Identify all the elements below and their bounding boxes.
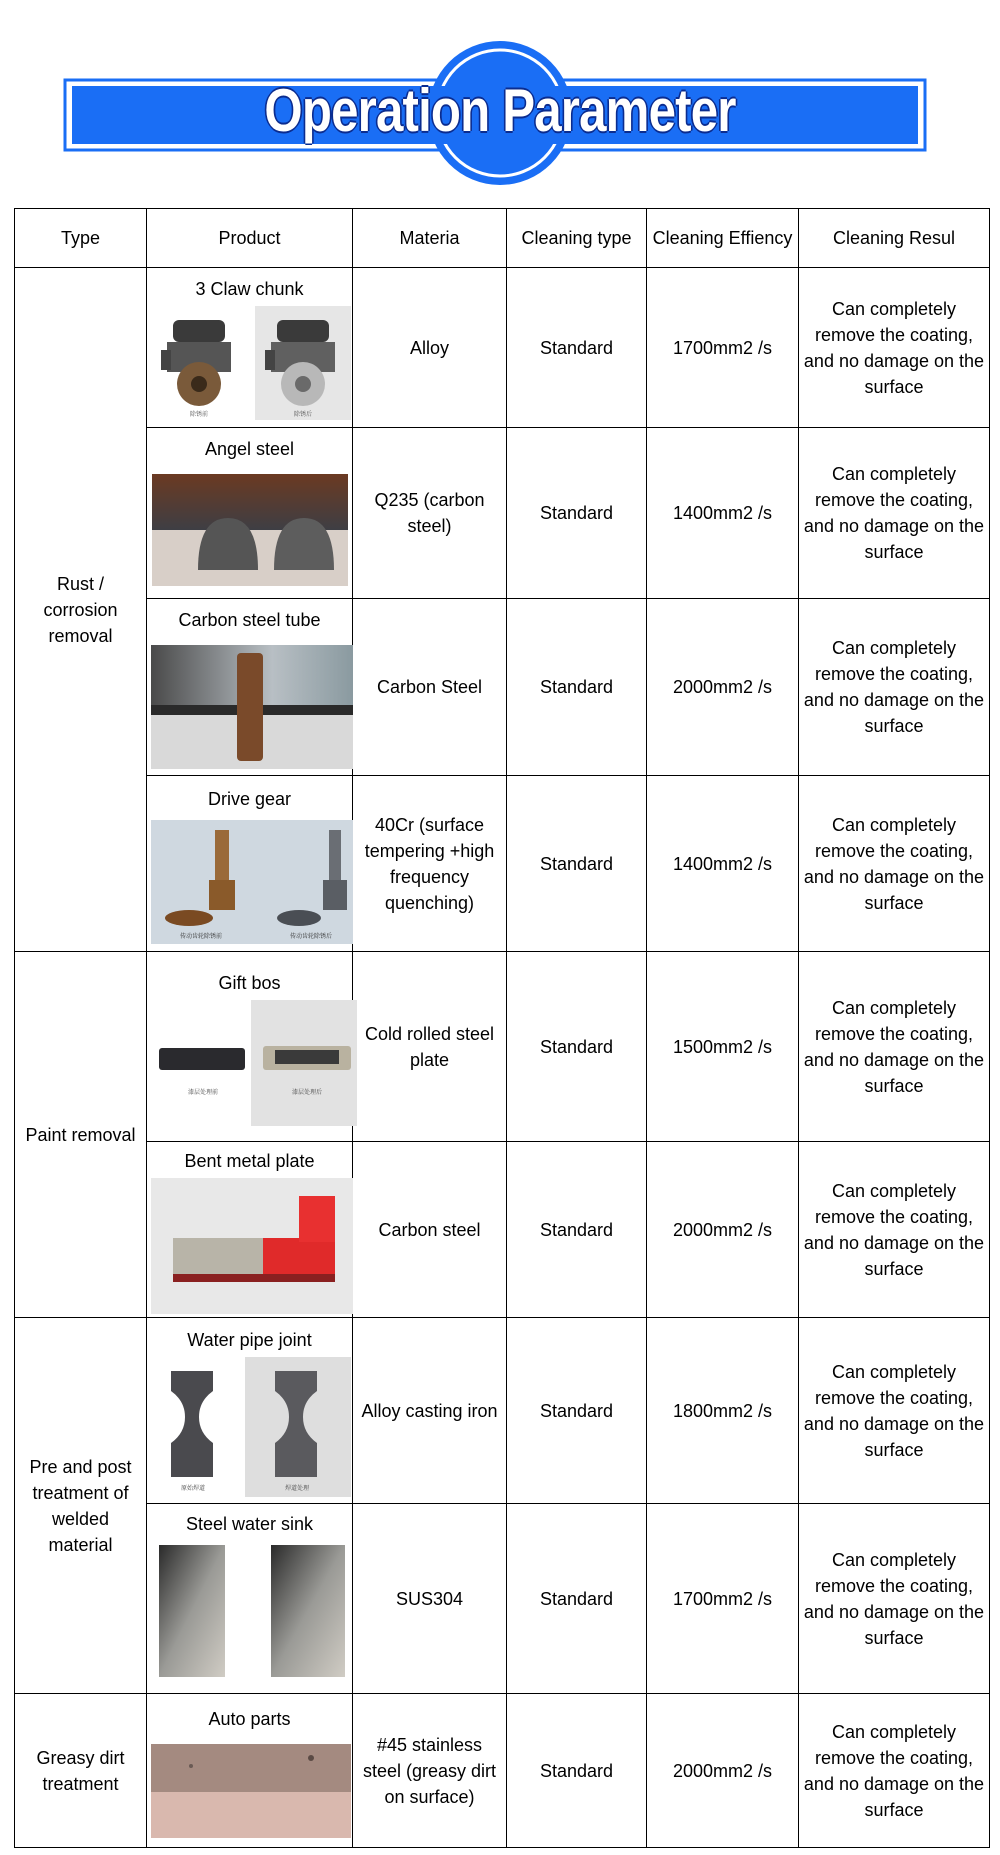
product-name: 3 Claw chunk xyxy=(195,278,304,299)
result-cell: Can completely remove the coating, and no damage on the surface xyxy=(799,1142,990,1318)
table-row xyxy=(15,952,990,1142)
product-photo xyxy=(151,1541,351,1689)
table-row xyxy=(15,1142,990,1318)
header-cleaning-type: Cleaning type xyxy=(507,209,647,268)
material-cell: Carbon Steel xyxy=(353,599,507,776)
table-row xyxy=(15,268,990,428)
group-type-cell: Rust / corrosion removal xyxy=(15,268,147,952)
product-name: Angel steel xyxy=(204,439,295,459)
efficiency-cell: 1400mm2 /s xyxy=(647,428,799,599)
header-type: Type xyxy=(15,209,147,268)
cleaning-type-cell: Standard xyxy=(507,1318,647,1504)
cleaning-type-cell: Standard xyxy=(507,1504,647,1694)
result-cell: Can completely remove the coating, and no damage on the surface xyxy=(799,1318,990,1504)
result-cell: Can completely remove the coating, and no damage on the surface xyxy=(799,776,990,952)
product-photo xyxy=(152,474,348,592)
material-cell: Alloy xyxy=(353,268,507,428)
cleaning-type-cell: Standard xyxy=(507,599,647,776)
product-name: Drive gear xyxy=(207,788,292,809)
material-cell: Cold rolled steel plate xyxy=(353,952,507,1142)
group-type-cell: Paint removal xyxy=(15,952,147,1318)
table-row xyxy=(15,1318,990,1504)
material-cell: #45 stainless steel (greasy dirt on surface) xyxy=(353,1694,507,1848)
table-row xyxy=(15,1504,990,1694)
product-photo xyxy=(151,302,351,422)
photo-caption-after: 焊道处理 xyxy=(284,1484,310,1492)
page-banner xyxy=(0,0,1000,200)
result-cell: Can completely remove the coating, and no damage on the surface xyxy=(799,952,990,1142)
product-photo xyxy=(151,1000,357,1126)
material-cell: Carbon steel xyxy=(353,1142,507,1318)
photo-caption-after: 除锈后 xyxy=(293,410,313,418)
photo-caption-before: 传动齿轮除锈前 xyxy=(179,932,223,940)
result-cell: Can completely remove the coating, and no damage on the surface xyxy=(799,599,990,776)
product-name: Gift bos xyxy=(218,972,281,993)
photo-caption-before: 除锈前 xyxy=(189,410,209,418)
efficiency-cell: 1700mm2 /s xyxy=(647,268,799,428)
cleaning-type-cell: Standard xyxy=(507,776,647,952)
material-cell: SUS304 xyxy=(353,1504,507,1694)
result-cell: Can completely remove the coating, and no damage on the surface xyxy=(799,1694,990,1848)
material-cell: Q235 (carbon steel) xyxy=(353,428,507,599)
efficiency-cell: 1500mm2 /s xyxy=(647,952,799,1142)
header-material: Materia xyxy=(353,209,507,268)
product-cell xyxy=(147,1694,353,1848)
product-photo xyxy=(151,1357,351,1497)
efficiency-cell: 1700mm2 /s xyxy=(647,1504,799,1694)
product-cell xyxy=(147,1142,353,1318)
cleaning-type-cell: Standard xyxy=(507,1694,647,1848)
group-type-cell: Greasy dirt treatment xyxy=(15,1694,147,1848)
photo-caption-before: 漆层处理前 xyxy=(187,1088,219,1096)
efficiency-cell: 1400mm2 /s xyxy=(647,776,799,952)
table-row xyxy=(15,599,990,776)
material-cell: Alloy casting iron xyxy=(353,1318,507,1504)
result-cell: Can completely remove the coating, and no damage on the surface xyxy=(799,428,990,599)
product-photo xyxy=(151,820,353,944)
product-cell xyxy=(147,1318,353,1504)
efficiency-cell: 1800mm2 /s xyxy=(647,1318,799,1504)
product-cell xyxy=(147,776,353,952)
photo-caption-after: 传动齿轮除锈后 xyxy=(289,932,333,940)
product-cell xyxy=(147,599,353,776)
product-cell xyxy=(147,428,353,599)
product-name: Bent metal plate xyxy=(184,1150,315,1171)
header-result: Cleaning Resul xyxy=(799,209,990,268)
table-row xyxy=(15,776,990,952)
product-cell xyxy=(147,952,353,1142)
efficiency-cell: 2000mm2 /s xyxy=(647,1142,799,1318)
efficiency-cell: 2000mm2 /s xyxy=(647,1694,799,1848)
efficiency-cell: 2000mm2 /s xyxy=(647,599,799,776)
product-cell xyxy=(147,1504,353,1694)
product-name: Steel water sink xyxy=(185,1513,314,1534)
product-name: Auto parts xyxy=(208,1708,291,1729)
table-header-row xyxy=(15,209,990,268)
table-row xyxy=(15,1694,990,1848)
header-product: Product xyxy=(147,209,353,268)
cleaning-type-cell: Standard xyxy=(507,428,647,599)
product-photo xyxy=(151,645,353,769)
cleaning-type-cell: Standard xyxy=(507,268,647,428)
cleaning-type-cell: Standard xyxy=(507,952,647,1142)
material-cell: 40Cr (surface tempering +high frequency quenching) xyxy=(353,776,507,952)
product-cell xyxy=(147,268,353,428)
table-row xyxy=(15,428,990,599)
product-photo xyxy=(151,1178,353,1314)
result-cell: Can completely remove the coating, and no damage on the surface xyxy=(799,1504,990,1694)
product-name: Water pipe joint xyxy=(187,1329,312,1350)
operation-parameter-table xyxy=(14,208,990,1848)
result-cell: Can completely remove the coating, and no damage on the surface xyxy=(799,268,990,428)
page-title: Operation Parameter xyxy=(264,77,736,144)
cleaning-type-cell: Standard xyxy=(507,1142,647,1318)
product-photo xyxy=(151,1744,351,1838)
header-efficiency: Cleaning Effiency xyxy=(647,209,799,268)
group-type-cell: Pre and post treatment of welded material xyxy=(15,1318,147,1694)
product-name: Carbon steel tube xyxy=(178,610,321,630)
photo-caption-after: 漆层处理后 xyxy=(291,1088,323,1096)
photo-caption-before: 原始焊道 xyxy=(180,1484,206,1492)
